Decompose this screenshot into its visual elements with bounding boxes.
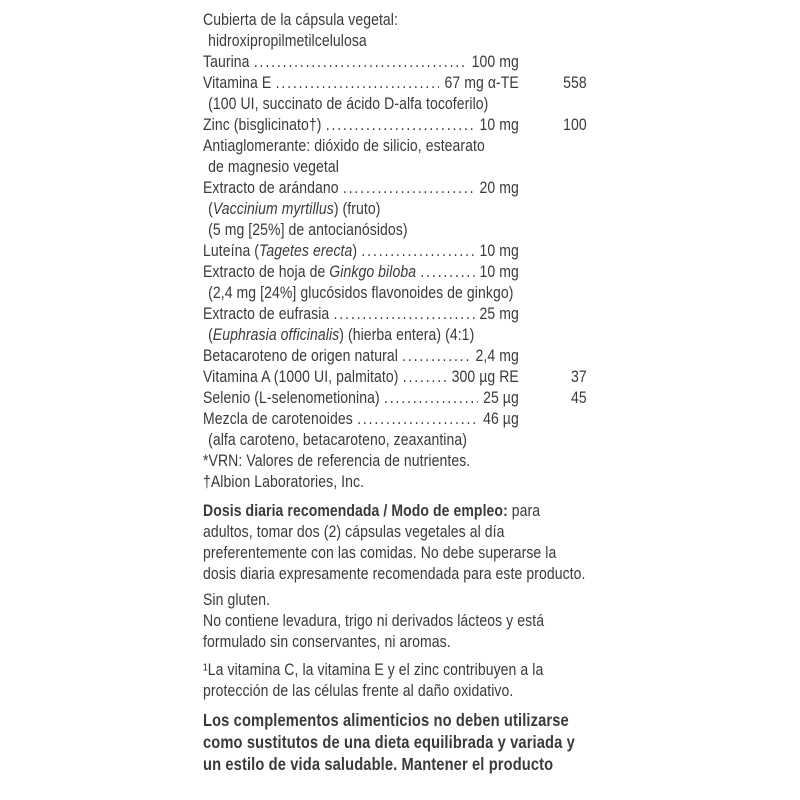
line-text (203, 136, 587, 157)
line-text (203, 632, 587, 653)
line-text (203, 472, 587, 493)
line-text (208, 325, 587, 346)
ingredient-row (203, 346, 587, 367)
text-line (203, 709, 587, 731)
ingredient-main (203, 52, 519, 73)
ingredient-row (203, 52, 587, 73)
ingredient-name (203, 367, 398, 388)
leader-dots (384, 388, 478, 409)
line-text (203, 753, 587, 775)
line-text (203, 709, 587, 731)
line-text (203, 611, 587, 632)
line-text (203, 681, 587, 702)
text-segment: como sustitutos de una dieta equilibrada y variada y (203, 732, 575, 752)
text-segment: No contiene levadura, trigo ni derivados lácteos y está (203, 612, 545, 630)
ingredient-main (203, 262, 519, 283)
text-line (203, 325, 587, 346)
text-segment: Cubierta de la cápsula vegetal: (203, 11, 398, 29)
text-line (203, 564, 587, 585)
text-segment: (5 mg [25%] de antocianósidos) (208, 221, 408, 239)
ingredient-amount: 10 mg (479, 116, 519, 134)
line-text (208, 220, 587, 241)
line-text (203, 660, 587, 681)
text-line (203, 472, 587, 493)
leader-dots (334, 304, 475, 325)
ingredient-amount: 25 mg (479, 305, 519, 323)
ingredient-amount: 67 mg α-TE (444, 74, 519, 92)
text-line (203, 731, 587, 753)
ingredient-main (203, 115, 519, 136)
ingredient-main (203, 241, 519, 262)
text-line (203, 430, 587, 451)
text-segment: ( (208, 200, 213, 218)
ingredient-amount: 2,4 mg (475, 347, 519, 365)
leader-dots (361, 241, 474, 262)
text-segment: formulado sin conservantes, ni aromas. (203, 633, 451, 651)
text-line (203, 522, 587, 543)
text-line (203, 283, 587, 304)
text-segment: Betacaroteno de origen natural (203, 347, 398, 365)
ingredient-main (203, 346, 519, 367)
leader-dots (326, 115, 475, 136)
text-line (203, 94, 587, 115)
line-text (203, 564, 587, 585)
text-line (203, 501, 587, 522)
text-line (203, 753, 587, 775)
text-segment: Ginkgo biloba (329, 263, 417, 281)
ingredient-row (203, 388, 587, 409)
ingredient-name (203, 388, 380, 409)
line-text (203, 543, 587, 564)
text-segment: Euphrasia officinalis (212, 326, 340, 344)
ingredient-name (203, 73, 271, 94)
ingredient-amount: 25 µg (483, 389, 519, 407)
text-line (203, 220, 587, 241)
ingredient-main (203, 409, 519, 430)
vrn-percent: 558 (563, 74, 587, 92)
text-segment: (100 UI, succinato de ácido D-alfa tocoferilo) (208, 95, 489, 113)
text-segment: Mezcla de carotenoides (203, 410, 353, 428)
text-segment: Taurina (203, 53, 250, 71)
vrn-percent: 100 (563, 116, 587, 134)
text-line (203, 451, 587, 472)
text-line (203, 590, 587, 611)
ingredient-name (203, 346, 398, 367)
ingredient-amount: 46 µg (483, 410, 519, 428)
text-segment: Vaccinium myrtillus (212, 200, 334, 218)
line-text (208, 430, 587, 451)
ingredient-main (203, 73, 519, 94)
text-segment: Zinc (bisglicinato†) (203, 116, 322, 134)
text-segment: de magnesio vegetal (208, 158, 339, 176)
ingredient-name (203, 304, 329, 325)
ingredient-name (203, 115, 321, 136)
text-line (203, 681, 587, 702)
text-line (203, 611, 587, 632)
text-segment: Sin gluten. (203, 591, 271, 609)
text-segment: Antiaglomerante: dióxido de silicio, estearato (203, 137, 485, 155)
text-line (203, 31, 587, 52)
text-line (203, 10, 587, 31)
text-segment: ) (352, 242, 358, 260)
ingredient-name (203, 52, 250, 73)
text-segment: protección de las células frente al daño oxidativo. (203, 682, 514, 700)
leader-dots (254, 52, 467, 73)
legal-warning (203, 709, 587, 775)
leader-dots (420, 262, 474, 283)
ingredient-name (203, 409, 353, 430)
ingredient-row (203, 304, 587, 325)
ingredient-row (203, 262, 587, 283)
text-segment: dosis diaria expresamente recomendada para este producto. (203, 565, 586, 583)
ingredient-amount: 20 mg (479, 179, 519, 197)
text-segment: †Albion Laboratories, Inc. (203, 473, 365, 491)
text-segment: ( (208, 326, 213, 344)
text-line (203, 660, 587, 681)
ingredient-name (203, 262, 416, 283)
text-segment: Vitamina E (203, 74, 272, 92)
text-segment: Tagetes erecta (259, 242, 353, 260)
leader-dots (357, 409, 478, 430)
leader-dots (276, 73, 440, 94)
text-segment: Vitamina A (1000 UI, palmitato) (203, 368, 399, 386)
line-text (203, 10, 587, 31)
ingredient-amount: 10 mg (479, 242, 519, 260)
allergen-info (203, 590, 587, 653)
ingredient-row (203, 367, 587, 388)
vrn-percent: 37 (570, 368, 587, 386)
text-segment: (2,4 mg [24%] glucósidos flavonoides de ginkgo) (208, 284, 514, 302)
leader-dots (403, 367, 447, 388)
health-claim-footnote (203, 660, 587, 702)
ingredient-main (203, 367, 519, 388)
leader-dots (343, 178, 474, 199)
text-segment: ¹La vitamina C, la vitamina E y el zinc contribuyen a la (203, 661, 544, 679)
line-text (208, 94, 587, 115)
ingredient-name (203, 241, 357, 262)
ingredient-row (203, 241, 587, 262)
text-segment: Extracto de eufrasia (203, 305, 330, 323)
ingredient-row (203, 73, 587, 94)
text-segment: *VRN: Valores de referencia de nutrientes. (203, 452, 471, 470)
text-segment: para (507, 502, 541, 520)
text-segment: adultos, tomar dos (2) cápsulas vegetales al día (203, 523, 505, 541)
line-text (203, 451, 587, 472)
ingredient-row (203, 115, 587, 136)
ingredient-row (203, 178, 587, 199)
text-segment: Extracto de hoja de (203, 263, 330, 281)
line-text (208, 157, 587, 178)
vrn-percent: 45 (570, 389, 587, 407)
label-content (203, 10, 587, 775)
ingredient-name (203, 178, 339, 199)
line-text (203, 731, 587, 753)
text-segment: hidroxipropilmetilcelulosa (208, 32, 367, 50)
text-segment: Extracto de arándano (203, 179, 339, 197)
text-line (203, 199, 587, 220)
text-segment: ) (hierba entera) (4:1) (339, 326, 475, 344)
ingredient-amount: 10 mg (479, 263, 519, 281)
text-segment: Los complementos alimenticios no deben utilizarse (203, 710, 569, 730)
text-segment: un estilo de vida saludable. Mantener el producto (203, 754, 554, 774)
text-line (203, 543, 587, 564)
ingredient-main (203, 388, 519, 409)
text-segment: preferentemente con las comidas. No debe superarse la (203, 544, 557, 562)
ingredient-amount: 300 µg RE (451, 368, 519, 386)
text-segment: ) (fruto) (333, 200, 381, 218)
line-text (208, 283, 587, 304)
text-segment: Luteína ( (203, 242, 260, 260)
ingredient-main (203, 178, 519, 199)
text-line (203, 157, 587, 178)
line-text (203, 590, 587, 611)
ingredient-amount: 100 mg (471, 53, 519, 71)
line-text (208, 31, 587, 52)
text-line (203, 136, 587, 157)
text-segment: Dosis diaria recomendada / Modo de empleo: (203, 502, 508, 520)
line-text (203, 501, 587, 522)
line-text (203, 522, 587, 543)
ingredient-main (203, 304, 519, 325)
text-line (203, 632, 587, 653)
text-segment: Selenio (L-selenometionina) (203, 389, 380, 407)
ingredients-list (203, 10, 587, 493)
dosage-directions (203, 501, 587, 585)
line-text (208, 199, 587, 220)
ingredient-row (203, 409, 587, 430)
leader-dots (402, 346, 470, 367)
text-segment: (alfa caroteno, betacaroteno, zeaxantina) (208, 431, 468, 449)
